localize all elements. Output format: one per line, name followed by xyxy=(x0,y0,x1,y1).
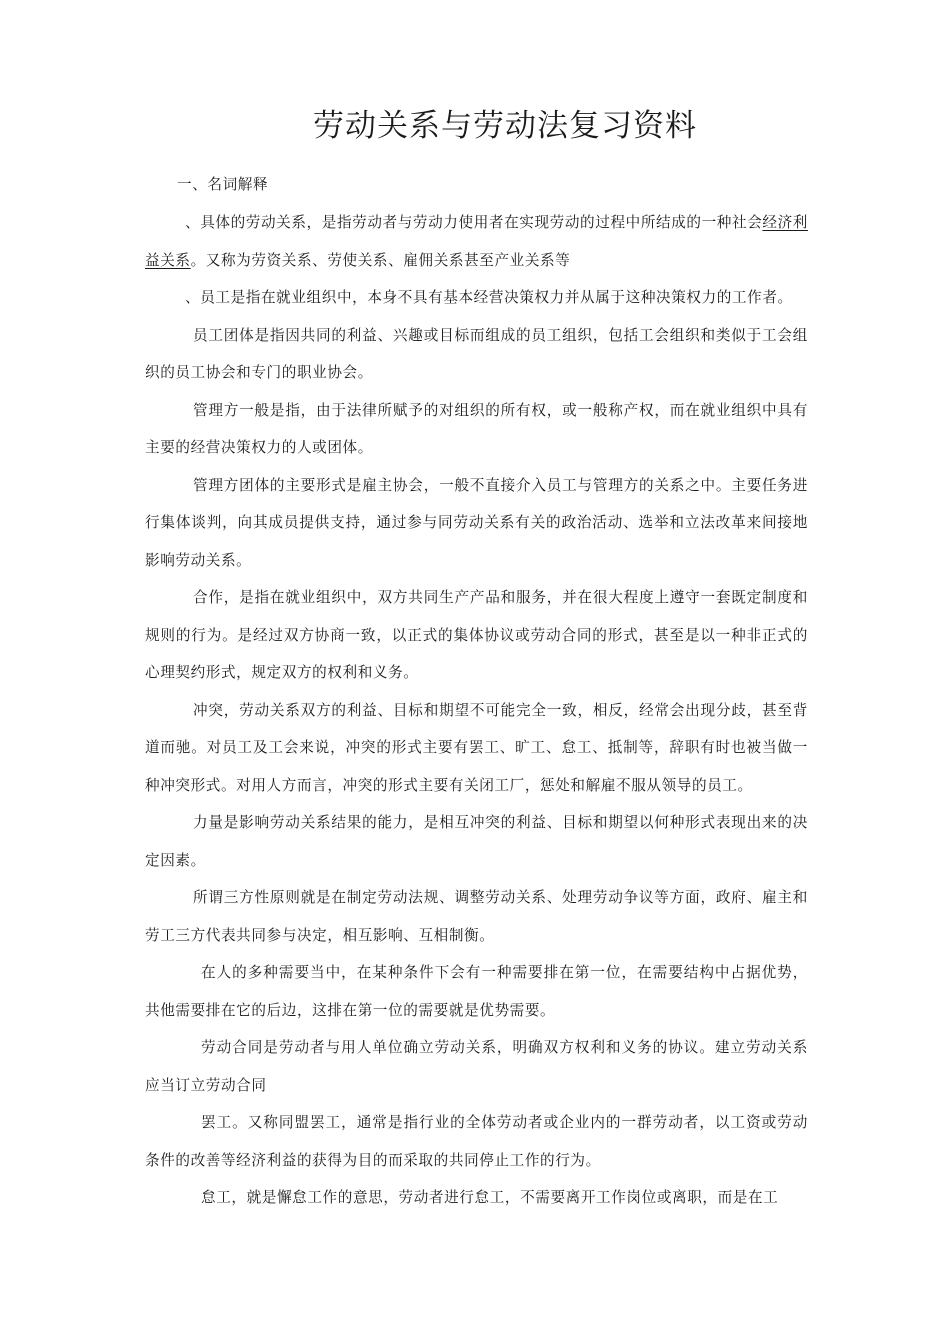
section-heading: 一、名词解释 xyxy=(177,176,269,193)
document-body xyxy=(145,170,808,1217)
paragraph-dominant-need: 在人的多种需要当中，在某种条件下会有一种需要排在第一位，在需要结构中占据优势，共他需要排在它的后边，这排在第一位的需要就是优势需要。 xyxy=(145,964,808,1019)
paragraph-employee-group: 员工团体是指因共同的利益、兴趣或目标而组成的员工组织，包括工会组织和类似于工会组织的员工协会和专门的职业协会。 xyxy=(145,326,808,381)
paragraph-slowdown: 怠工，就是懈怠工作的意思，劳动者进行怠工，不需要离开工作岗位或离职，而是在工 xyxy=(201,1189,779,1206)
paragraph-strike: 罢工。又称同盟罢工，通常是指行业的全体劳动者或企业内的一群劳动者，以工资或劳动条件的改善等经济利益的获得为目的而采取的共同停止工作的行为。 xyxy=(145,1114,808,1169)
paragraph-text: 、具体的劳动关系，是指劳动者与劳动力使用者在实现劳动的过程中所结成的一种社会 xyxy=(185,214,763,231)
paragraph-employee: 、员工是指在就业组织中，本身不具有基本经营决策权力并从属于这种决策权力的工作者。 xyxy=(185,289,793,306)
paragraph-management-group: 管理方团体的主要形式是雇主协会，一般不直接介入员工与管理方的关系之中。主要任务进行集体谈判，向其成员提供支持，通过参与同劳动关系有关的政治活动、选举和立法改革来间接地影响劳动关系。 xyxy=(145,476,808,569)
paragraph-cooperation: 合作，是指在就业组织中，双方共同生产产品和服务，并在很大程度上遵守一套既定制度和规则的行为。是经过双方协商一致，以正式的集体协议或劳动合同的形式，甚至是以一种非正式的心理契约形式，规定双方的权利和义务。 xyxy=(145,589,808,681)
paragraph-labor-contract: 劳动合同是劳动者与用人单位确立劳动关系，明确双方权利和义务的协议。建立劳动关系应当订立劳动合同 xyxy=(145,1039,808,1094)
paragraph-labor-relation xyxy=(145,204,808,279)
paragraph-tripartite: 所谓三方性原则就是在制定劳动法规、调整劳动关系、处理劳动争议等方面，政府、雇主和劳工三方代表共同参与决定，相互影响、互相制衡。 xyxy=(145,889,808,944)
underlined-term: 经济利益关系 xyxy=(145,214,808,269)
paragraph-power: 力量是影响劳动关系结果的能力，是相互冲突的利益、目标和期望以何种形式表现出来的决定因素。 xyxy=(145,814,808,869)
paragraph-management: 管理方一般是指，由于法律所赋予的对组织的所有权，或一般称产权，而在就业组织中具有主要的经营决策权力的人或团体。 xyxy=(145,401,808,456)
document-title: 劳动关系与劳动法复习资料 xyxy=(313,108,697,144)
paragraph-conflict: 冲突，劳动关系双方的利益、目标和期望不可能完全一致，相反，经常会出现分歧，甚至背道而驰。对员工及工会来说，冲突的形式主要有罢工、旷工、怠工、抵制等，辞职有时也被当做一种冲突形式。对用人方而言，冲突的形式主要有关闭工厂，惩处和解雇不服从领导的员工。 xyxy=(145,701,808,794)
paragraph-text: 。又称为劳资关系、劳使关系、雇佣关系甚至产业关系等 xyxy=(190,251,571,269)
